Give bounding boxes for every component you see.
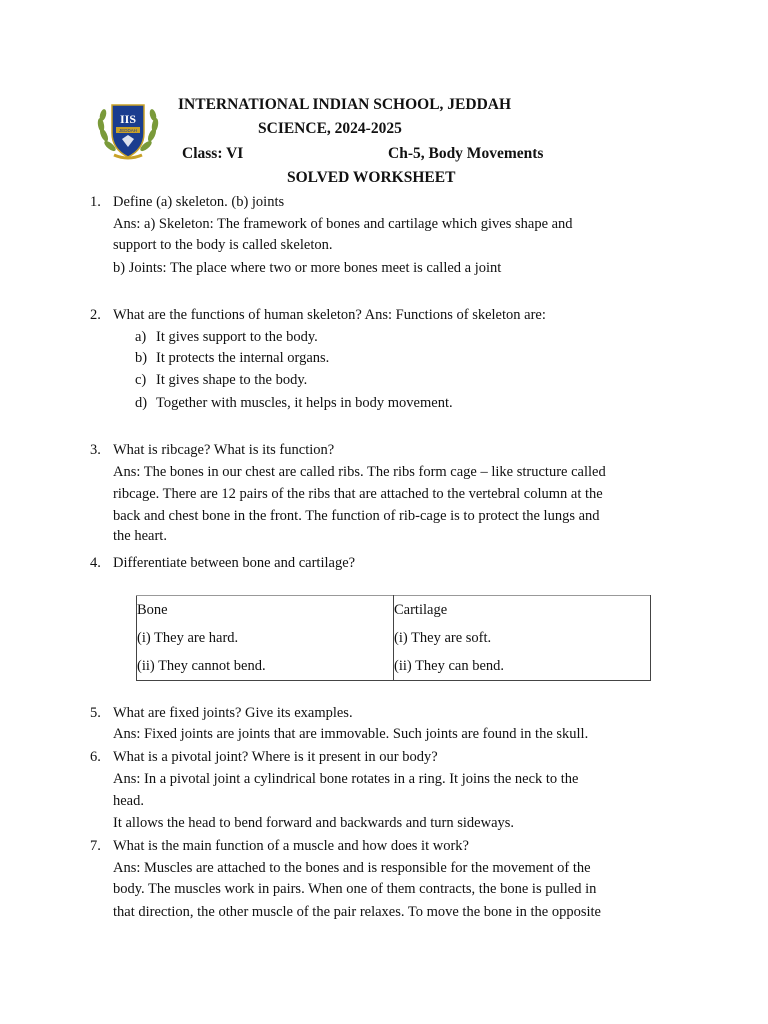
table-row xyxy=(137,652,651,681)
list-item: Together with muscles, it helps in body movement. xyxy=(156,395,453,411)
school-crest-icon xyxy=(94,95,162,163)
table-header-row xyxy=(137,596,651,625)
class-label: Class: VI xyxy=(182,145,244,162)
question-text: Define (a) skeleton. (b) joints xyxy=(113,194,285,210)
svg-text:JEDDAH: JEDDAH xyxy=(118,128,138,133)
answer-line: that direction, the other muscle of the pair relaxes. To move the bone in the opposite xyxy=(113,904,601,920)
table-header-cell: Bone xyxy=(137,596,394,625)
table-row xyxy=(137,624,651,652)
question-number: 1. xyxy=(90,194,101,210)
answer-line: ribcage. There are 12 pairs of the ribs that are attached to the vertebral column at the xyxy=(113,486,603,502)
list-item-marker: d) xyxy=(135,395,148,411)
table-cell: (ii) They cannot bend. xyxy=(137,652,394,681)
question-text: What are the functions of human skeleton? Ans: Functions of skeleton are: xyxy=(113,307,546,323)
answer-line: support to the body is called skeleton. xyxy=(113,237,333,253)
question-text: What is the main function of a muscle and how does it work? xyxy=(113,838,469,854)
answer-line: Ans: a) Skeleton: The framework of bones and cartilage which gives shape and xyxy=(113,216,573,232)
list-item-marker: b) xyxy=(135,350,148,366)
list-item: It protects the internal organs. xyxy=(156,350,330,366)
table-header-cell: Cartilage xyxy=(394,596,651,625)
answer-line: head. xyxy=(113,793,144,809)
svg-text:IIS: IIS xyxy=(119,112,137,126)
answer-line: Ans: Fixed joints are joints that are immovable. Such joints are found in the skull. xyxy=(113,726,589,742)
list-item: It gives shape to the body. xyxy=(156,372,308,388)
list-item: It gives support to the body. xyxy=(156,329,318,345)
answer-line: b) Joints: The place where two or more bones meet is called a joint xyxy=(113,260,502,276)
answer-line: It allows the head to bend forward and backwards and turn sideways. xyxy=(113,815,515,831)
school-name: INTERNATIONAL INDIAN SCHOOL, JEDDAH xyxy=(178,96,512,113)
question-number: 2. xyxy=(90,307,101,323)
table-cell: (i) They are hard. xyxy=(137,624,394,652)
answer-line: body. The muscles work in pairs. When one of them contracts, the bone is pulled in xyxy=(113,881,597,897)
answer-line: Ans: Muscles are attached to the bones and is responsible for the movement of the xyxy=(113,860,591,876)
question-number: 7. xyxy=(90,838,101,854)
question-text: What is ribcage? What is its function? xyxy=(113,442,335,458)
question-number: 5. xyxy=(90,705,101,721)
list-item-marker: a) xyxy=(135,329,147,345)
question-number: 6. xyxy=(90,749,101,765)
answer-line: Ans: In a pivotal joint a cylindrical bone rotates in a ring. It joins the neck to the xyxy=(113,771,579,787)
comparison-table xyxy=(136,595,651,681)
answer-line: back and chest bone in the front. The function of rib-cage is to protect the lungs and xyxy=(113,508,600,524)
subject-year: SCIENCE, 2024-2025 xyxy=(258,120,402,137)
table-cell: (i) They are soft. xyxy=(394,624,651,652)
answer-line: Ans: The bones in our chest are called ribs. The ribs form cage – like structure called xyxy=(113,464,606,480)
question-text: What is a pivotal joint? Where is it present in our body? xyxy=(113,749,438,765)
question-text: Differentiate between bone and cartilage? xyxy=(113,555,356,571)
question-number: 4. xyxy=(90,555,101,571)
answer-line: the heart. xyxy=(113,528,167,544)
worksheet-title: SOLVED WORKSHEET xyxy=(287,169,456,186)
table-cell: (ii) They can bend. xyxy=(394,652,651,681)
question-number: 3. xyxy=(90,442,101,458)
chapter-label: Ch-5, Body Movements xyxy=(388,145,544,162)
list-item-marker: c) xyxy=(135,372,147,388)
question-text: What are fixed joints? Give its examples. xyxy=(113,705,353,721)
